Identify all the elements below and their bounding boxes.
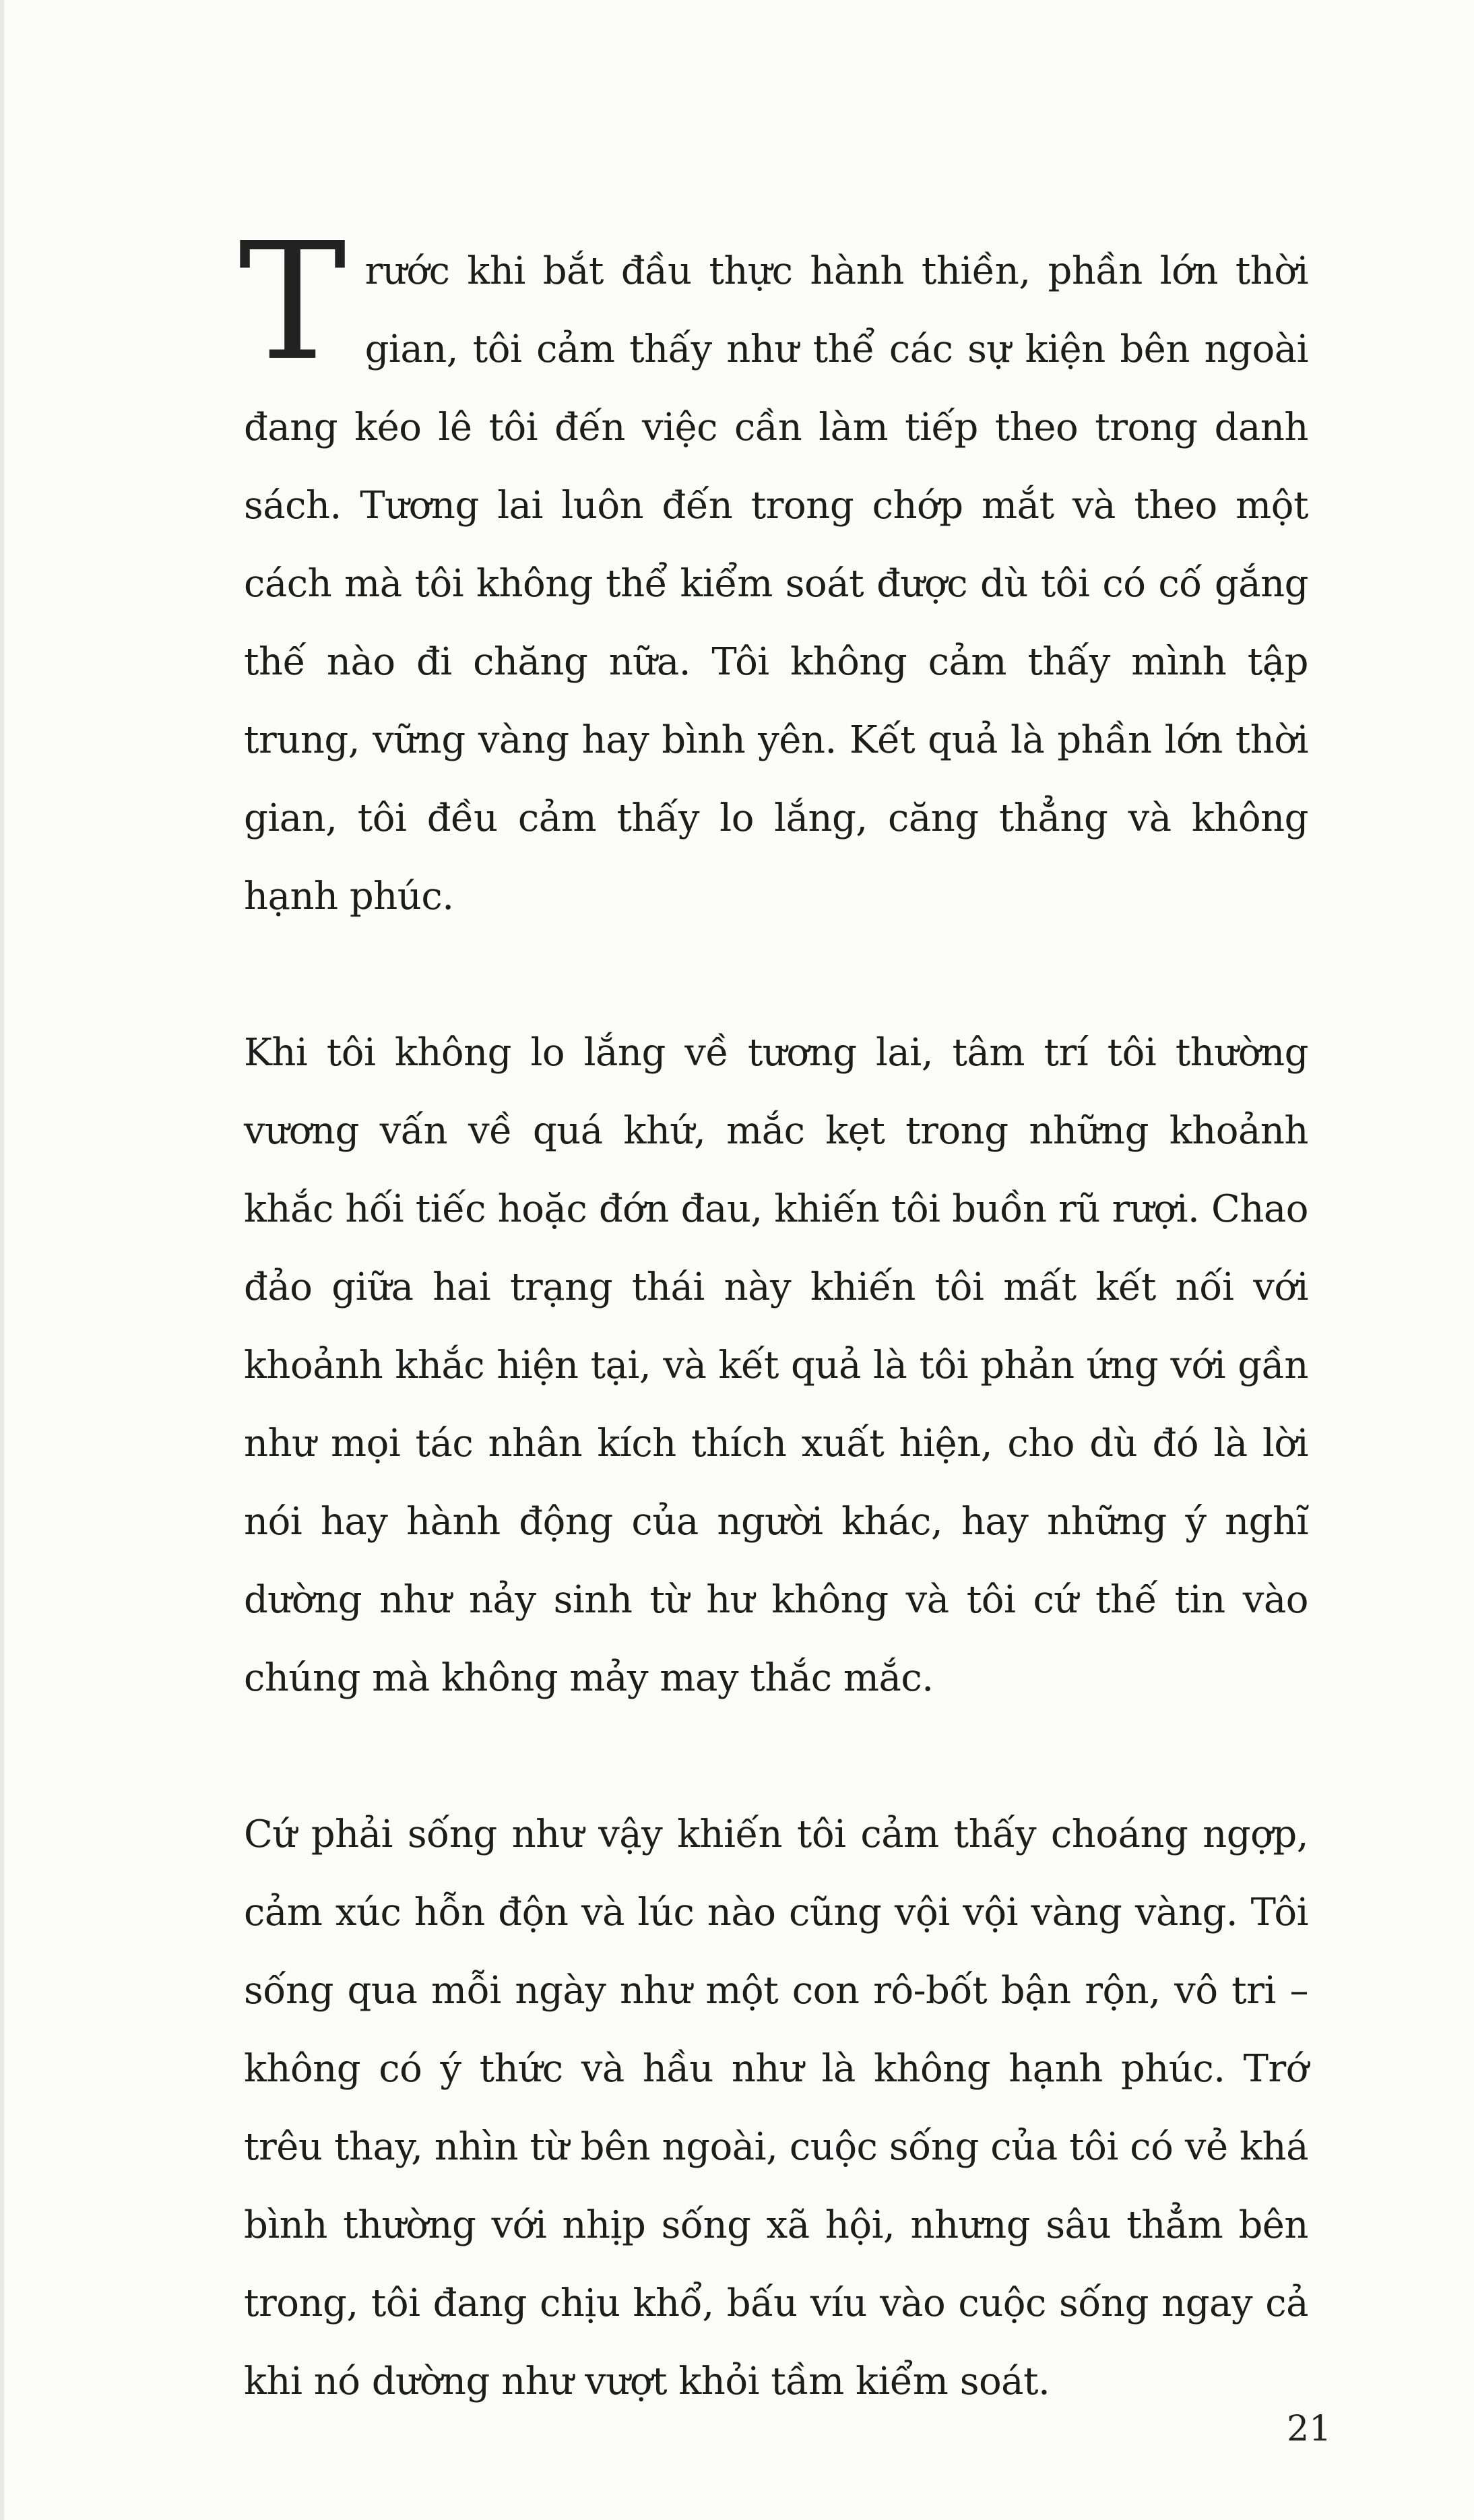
body-text <box>238 208 1308 2499</box>
page-number: 21 <box>1287 2409 1332 2449</box>
drop-cap: T <box>238 208 346 396</box>
paragraph-1 <box>238 208 1308 936</box>
paragraph-2: Khi tôi không lo lắng về tương lai, tâm trí tôi thường vương vấn về quá khứ, mắc kẹt trong những khoảnh khắc hối tiếc hoặc đớn đau, khiến tôi buồn rũ rượi. Chao đảo giữa hai trạng thái này khiến tôi mất kết nối với khoảnh khắc hiện tại, và kết quả là tôi phản ứng với gần như mọi tác nhân kích thích xuất hiện, cho dù đó là lời nói hay hành động của người khác, hay những ý nghĩ dường như nảy sinh từ hư không và tôi cứ thế tin vào chúng mà không mảy may thắc mắc. <box>244 1031 1308 1700</box>
page-edge <box>0 0 4 2520</box>
paragraph-3: Cứ phải sống như vậy khiến tôi cảm thấy choáng ngợp, cảm xúc hỗn độn và lúc nào cũng vội vội vàng vàng. Tôi sống qua mỗi ngày như một con rô-bốt bận rộn, vô tri – không có ý thức và hầu như là không hạnh phúc. Trớ trêu thay, nhìn từ bên ngoài, cuộc sống của tôi có vẻ khá bình thường với nhịp sống xã hội, nhưng sâu thẳm bên trong, tôi đang chịu khổ, bấu víu vào cuộc sống ngay cả khi nó dường như vượt khỏi tầm kiểm soát. <box>244 1813 1308 2403</box>
paragraph-1-text: rước khi bắt đầu thực hành thiền, phần lớn thời gian, tôi cảm thấy như thể các sự kiện bên ngoài đang kéo lê tôi đến việc cần làm tiếp theo trong danh sách. Tương lai luôn đến trong chớp mắt và theo một cách mà tôi không thể kiểm soát được dù tôi có cố gắng thế nào đi chăng nữa. Tôi không cảm thấy mình tập trung, vững vàng hay bình yên. Kết quả là phần lớn thời gian, tôi đều cảm thấy lo lắng, căng thẳng và không hạnh phúc. <box>244 249 1308 918</box>
